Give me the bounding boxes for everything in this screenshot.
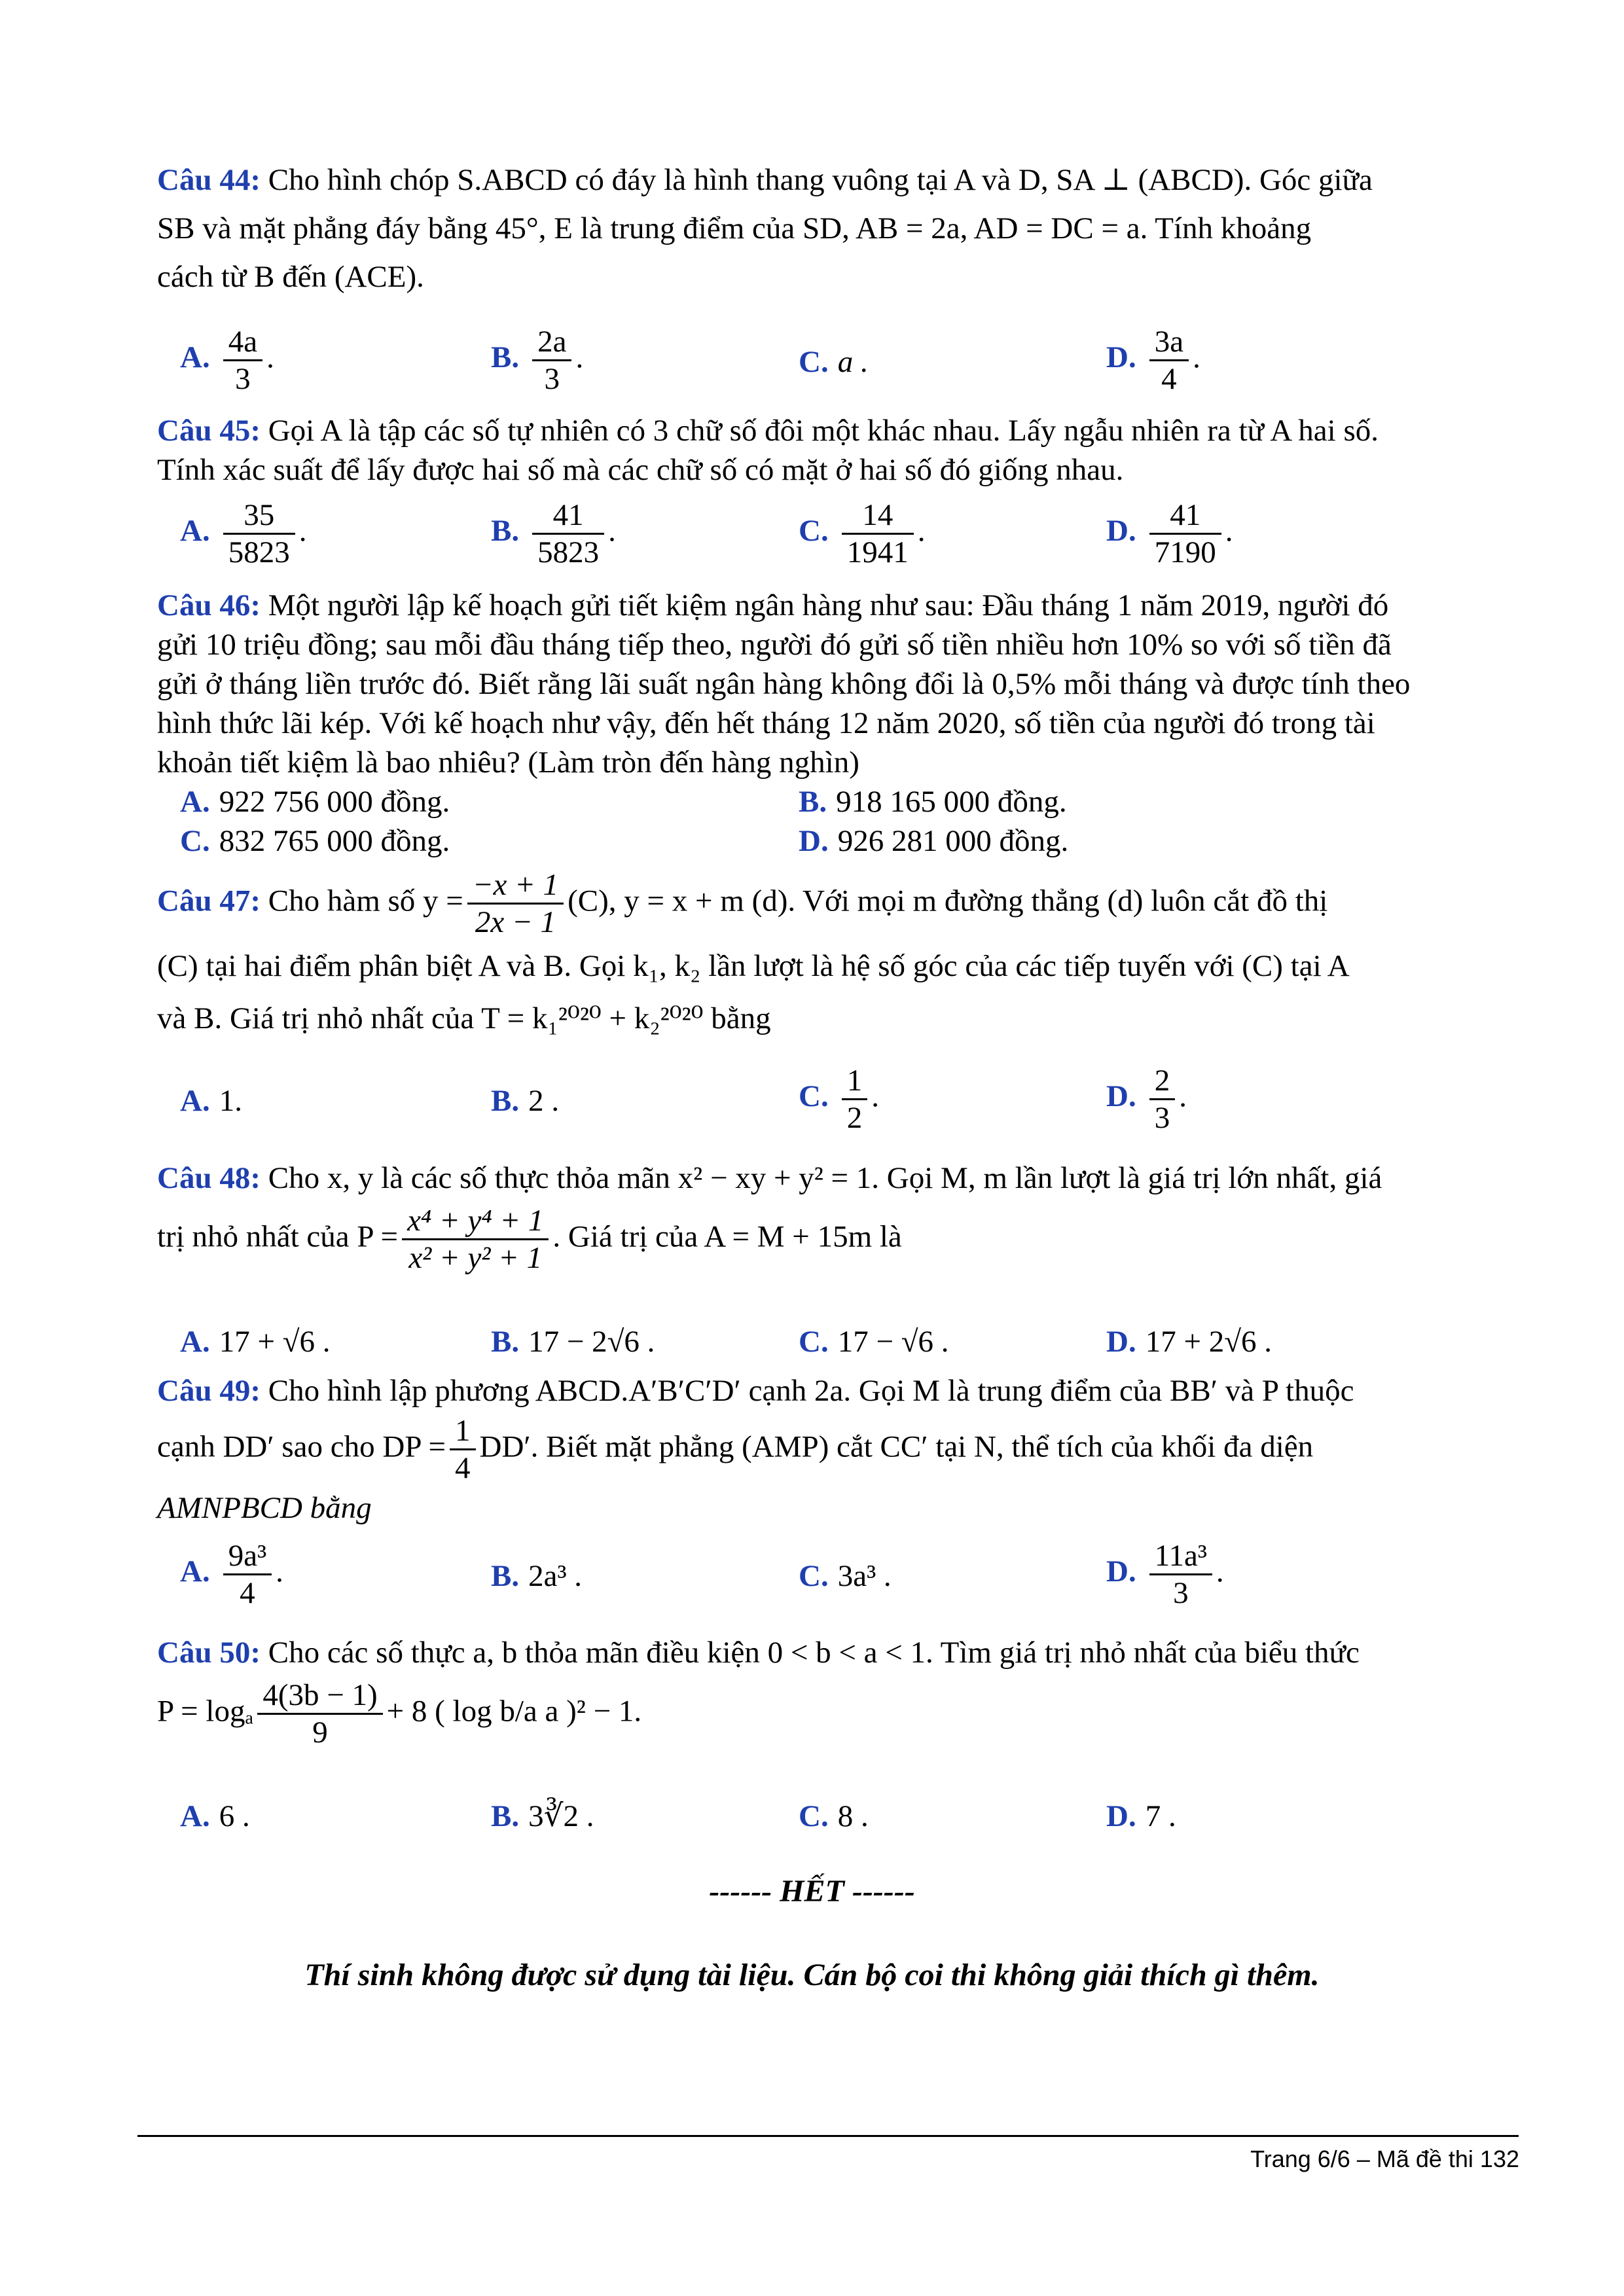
- option-d[interactable]: D. $\frac{41}{7190}$ .: [1106, 498, 1233, 569]
- option-c[interactable]: C. a .: [799, 345, 869, 379]
- option-c[interactable]: C. 3a³ .: [799, 1559, 892, 1593]
- option-c[interactable]: C. 8 .: [799, 1799, 869, 1833]
- question-45: Câu 45: Gọi A là tập các số tự nhiên có 3 chữ số đôi một khác nhau. Lấy ngẫu nhiên ra từ A hai số. Tính xác suất để lấy được hai số mà các chữ số có mặt ở hai số đó giống nhau.: [157, 414, 1379, 487]
- exam-notice: Thí sinh không được sử dụng tài liệu. Cán bộ coi thi không giải thích gì thêm.: [304, 1958, 1320, 1992]
- option-b[interactable]: B. 2a³ .: [491, 1559, 583, 1593]
- option-b[interactable]: B. 918 165 000 đồng.: [799, 785, 1067, 819]
- question-48: Câu 48: Cho x, y là các số thực thỏa mãn x² − xy + y² = 1. Gọi M, m lần lượt là giá trị lớn nhất, giá trị nhỏ nhất của P = $\frac{\text{x⁴ + y⁴ + 1}}{\text{x² + y² + 1}}$ . Giá trị của A = M + 15m là: [157, 1161, 1382, 1275]
- option-a[interactable]: A. 17 + √6 .: [180, 1325, 331, 1359]
- option-a[interactable]: A. 1.: [180, 1084, 242, 1118]
- question-label: Câu 44:: [157, 163, 261, 197]
- question-text: cách từ B đến (ACE).: [157, 260, 424, 294]
- option-b[interactable]: B. 3∛2 .: [491, 1799, 594, 1833]
- footer-divider: [137, 2135, 1519, 2137]
- option-c[interactable]: C. 17 − √6 .: [799, 1325, 949, 1359]
- option-c[interactable]: C. $\frac{14}{1941}$ .: [799, 498, 926, 569]
- question-47: Câu 47: Cho hàm số y = $\frac{-x + 1}{2x - 1}$ (C), y = x + m (d). Với mọi m đường thẳng (d) luôn cắt đồ thị (C) tại hai điểm phân biệt A và B. Gọi k₁, k₂ lần lượt là hệ số góc của các tiếp tuyến với (C) tại A và B. Giá trị nhỏ nhất của T = k₁²⁰²⁰ + k₂²⁰²⁰ bằng: [157, 868, 1350, 1035]
- option-d[interactable]: D. $\frac{3a}{4}$ .: [1106, 325, 1200, 396]
- option-a[interactable]: A. 922 756 000 đồng.: [180, 785, 450, 819]
- option-a[interactable]: A. $\frac{35}{5823}$ .: [180, 498, 307, 569]
- option-b[interactable]: B. $\frac{41}{5823}$ .: [491, 498, 616, 569]
- option-c[interactable]: C. $\frac{1}{2}$ .: [799, 1064, 879, 1135]
- option-d[interactable]: D. $\frac{2}{3}$ .: [1106, 1064, 1187, 1135]
- option-d[interactable]: D. $\frac{\text{11a³}}{3}$ .: [1106, 1539, 1224, 1610]
- question-text: Cho hình chóp S.ABCD có đáy là hình thang vuông tại A và D, SA ⊥ (ABCD). Góc giữa: [268, 163, 1373, 197]
- option-b[interactable]: B. 2 .: [491, 1084, 560, 1118]
- question-50: Câu 50: Cho các số thực a, b thỏa mãn điều kiện 0 < b < a < 1. Tìm giá trị nhỏ nhất của biểu thức P = logₐ $\frac{4(3b - 1)}{9}$ + 8 ( log b/a a )² − 1.: [157, 1636, 1360, 1749]
- option-d[interactable]: D. 7 .: [1106, 1799, 1176, 1833]
- option-a[interactable]: A. 6 .: [180, 1799, 250, 1833]
- question-44: [157, 160, 1506, 296]
- option-a[interactable]: A. $\frac{4a}{3}$ .: [180, 325, 274, 396]
- option-d[interactable]: D. 17 + 2√6 .: [1106, 1325, 1272, 1359]
- option-b[interactable]: B. 17 − 2√6 .: [491, 1325, 655, 1359]
- end-mark: ------ HẾT ------: [709, 1874, 915, 1909]
- page-footer: Trang 6/6 – Mã đề thi 132: [1250, 2145, 1519, 2172]
- question-49: Câu 49: Cho hình lập phương ABCD.A′B′C′D′ cạnh 2a. Gọi M là trung điểm của BB′ và P thuộc cạnh DD′ sao cho DP = $\frac{1}{4}$ DD′. Biết mặt phẳng (AMP) cắt CC′ tại N, thể tích của khối đa diện AMNPBCD bằng: [157, 1374, 1354, 1525]
- option-c[interactable]: C. 832 765 000 đồng.: [180, 824, 450, 858]
- option-a[interactable]: A. $\frac{\text{9a³}}{4}$ .: [180, 1539, 283, 1610]
- option-d[interactable]: D. 926 281 000 đồng.: [799, 824, 1069, 858]
- question-text: SB và mặt phẳng đáy bằng 45°, E là trung điểm của SD, AB = 2a, AD = DC = a. Tính khoảng: [157, 211, 1312, 245]
- option-b[interactable]: B. $\frac{2a}{3}$ .: [491, 325, 584, 396]
- question-46: Câu 46: Một người lập kế hoạch gửi tiết kiệm ngân hàng như sau: Đầu tháng 1 năm 2019, người đó gửi 10 triệu đồng; sau mỗi đầu tháng tiếp theo, người đó gửi số tiền nhiều hơn 10% so với số tiền đã gửi ở tháng liền trước đó. Biết rằng lãi suất ngân hàng không đổi là 0,5% mỗi tháng và được tính theo hình thức lãi kép. Với kế hoạch như vậy, đến hết tháng 12 năm 2020, số tiền của người đó trong tài khoản tiết kiệm là bao nhiêu? (Làm tròn đến hàng nghìn): [157, 588, 1411, 780]
